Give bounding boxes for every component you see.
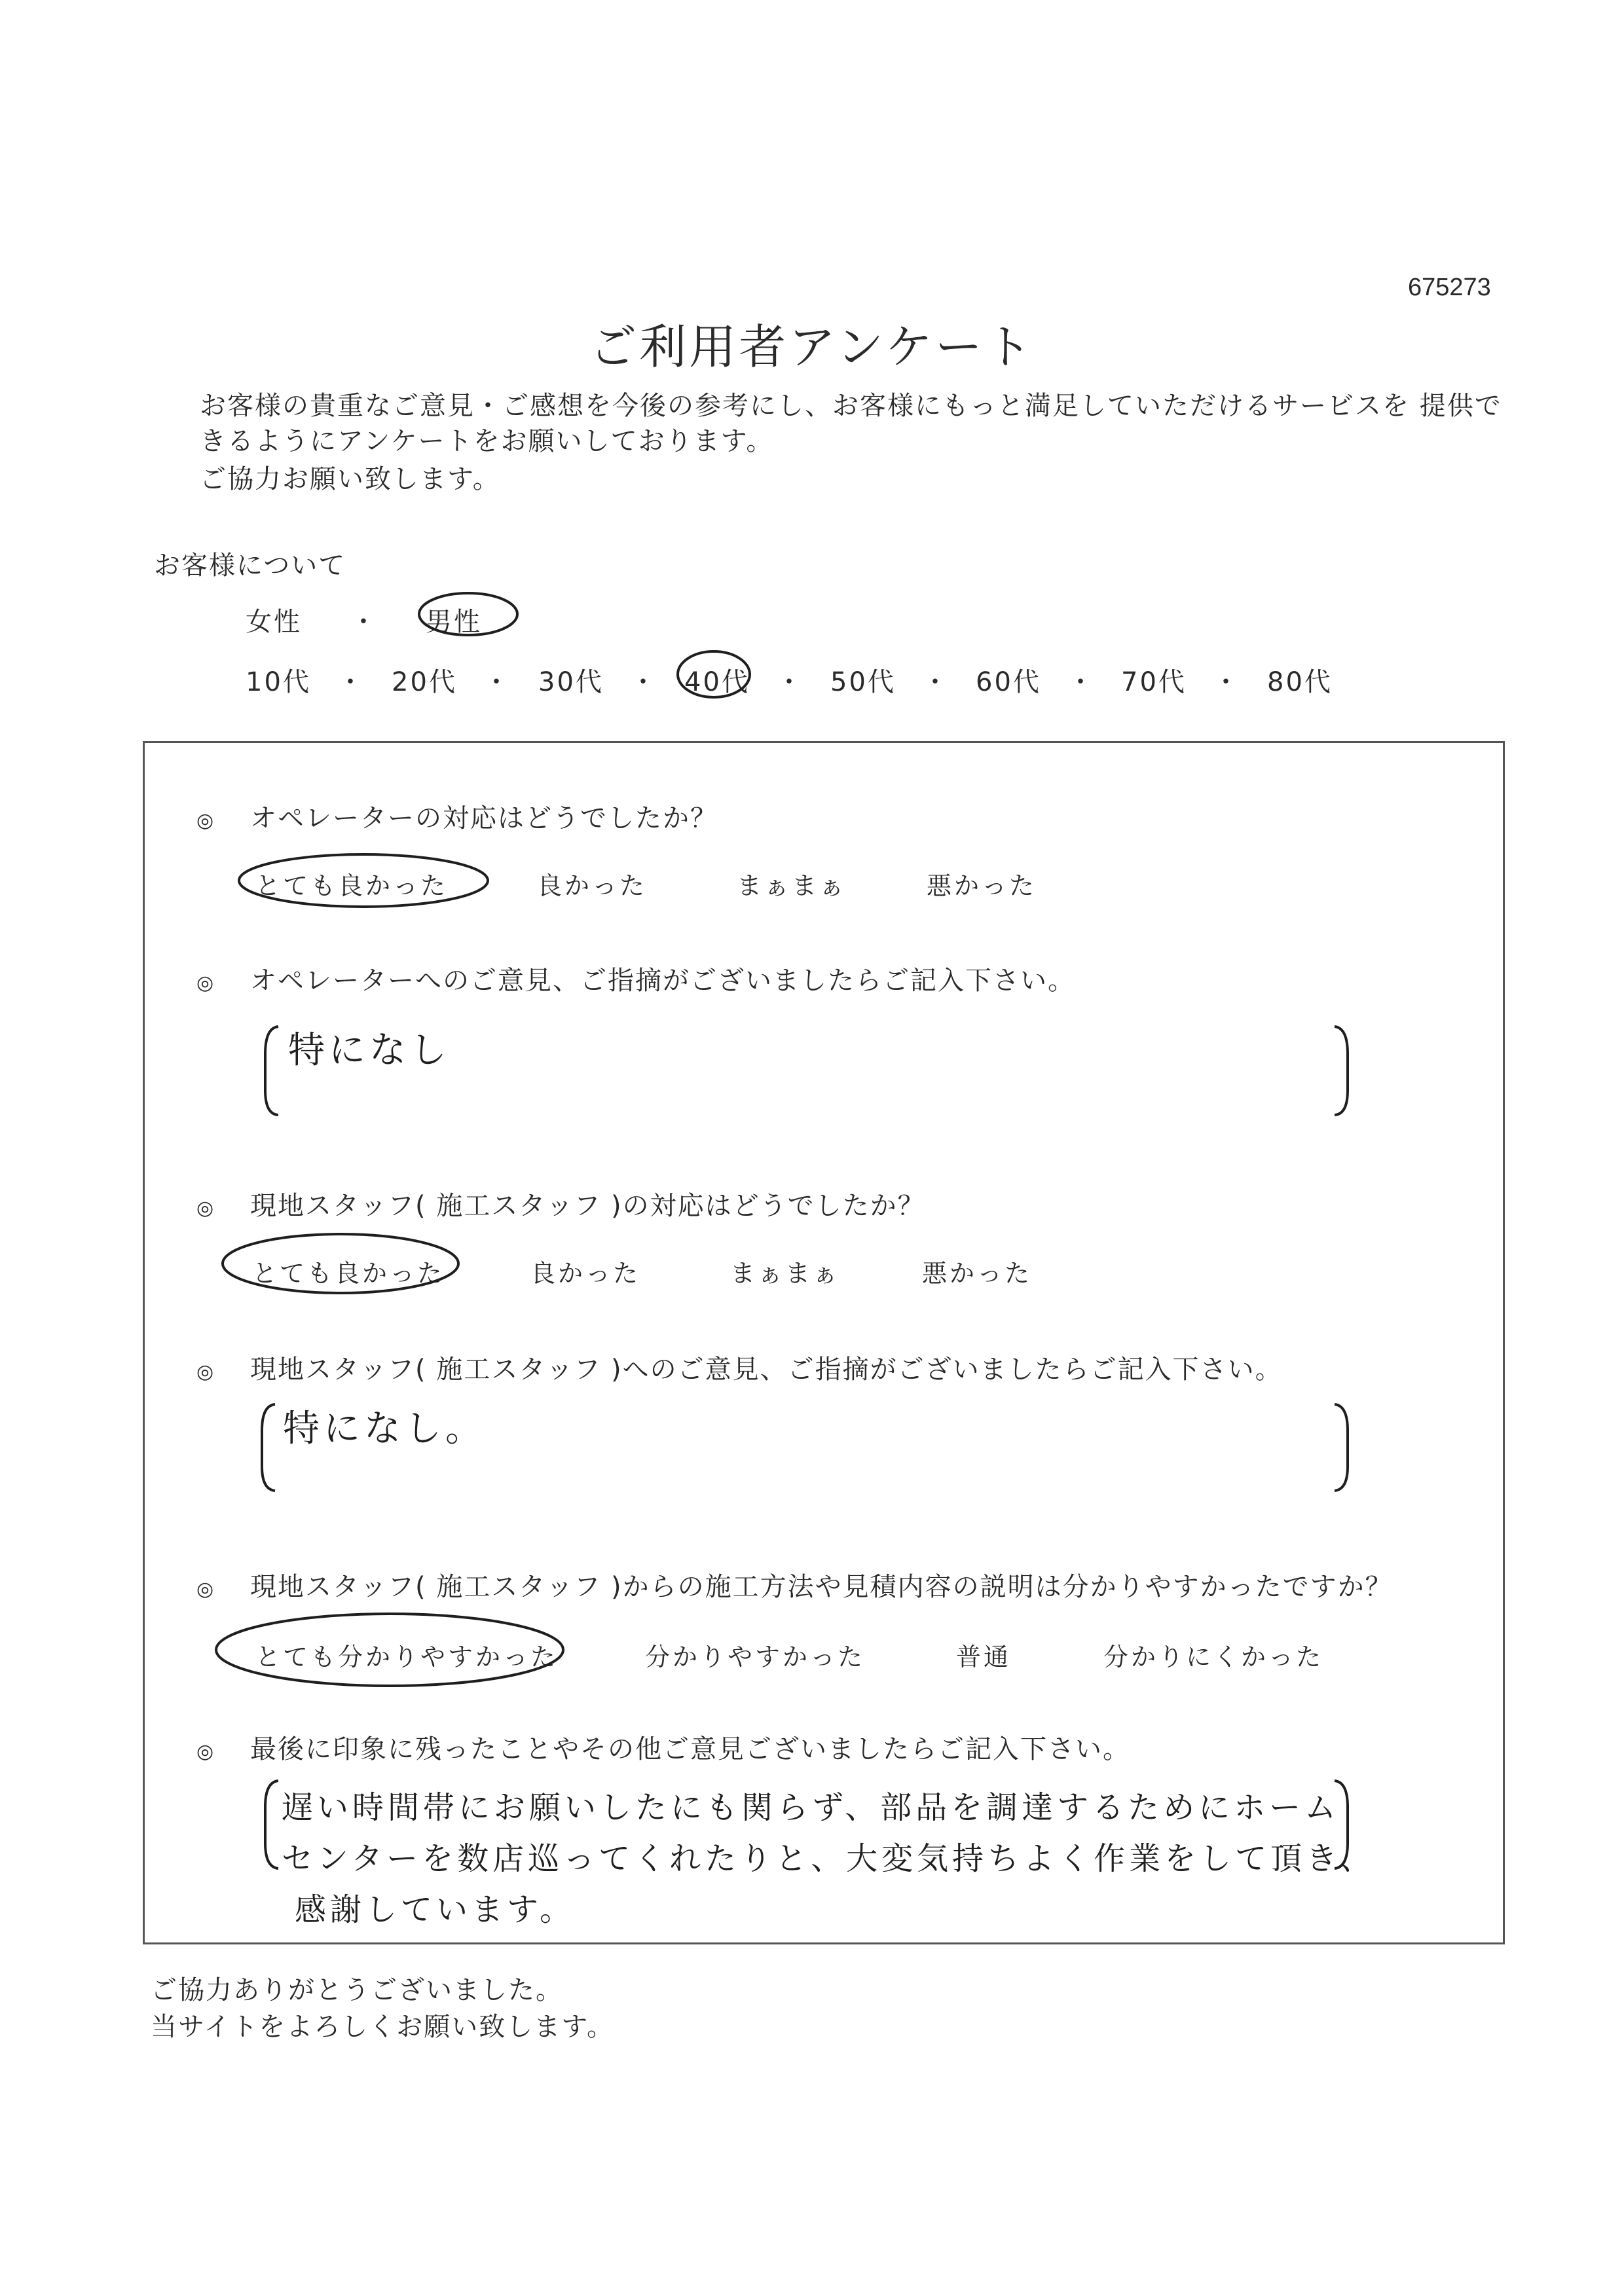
page-title: ご利用者アンケート [589,319,1035,374]
separator: ・ [776,667,802,697]
q6-answer-line-1[interactable]: 遅い時間帯にお願いしたにも関らず、部品を調達するためにホーム [282,1789,1340,1826]
customer-heading: お客様について [154,551,346,581]
separator: ・ [350,607,377,637]
age-option-50s[interactable]: 50代 [830,667,896,697]
gender-selection-circle [419,593,517,635]
q4-right-bracket [1335,1404,1348,1491]
separator: ・ [1067,667,1094,697]
separator: ・ [922,667,948,697]
q4-left-bracket [262,1404,275,1491]
age-option-60s[interactable]: 60代 [976,667,1041,697]
q2-right-bracket [1335,1027,1348,1115]
age-option-40s[interactable]: 40代 [684,667,750,697]
question-5-text: 現地スタッフ( 施工スタッフ )からの施工方法や見積内容の説明は分かりやすかったですか？ [250,1572,1393,1602]
q2-answer[interactable]: 特になし [288,1029,451,1072]
q3-option-very-good[interactable]: とても良かった [252,1259,445,1288]
bullet-icon: ◎ [196,809,215,832]
q5-option-unclear[interactable]: 分かりにくかった [1103,1643,1324,1671]
bullet-icon: ◎ [196,1197,215,1220]
bullet-icon: ◎ [196,1740,215,1763]
age-option-20s[interactable]: 20代 [392,667,457,697]
gender-option-female[interactable]: 女性 [246,607,302,637]
q3-option-bad[interactable]: 悪かった [922,1259,1033,1288]
q1-option-bad[interactable]: 悪かった [927,871,1037,900]
q5-option-normal[interactable]: 普通 [956,1643,1012,1671]
bullet-icon: ◎ [196,1578,215,1601]
q4-answer[interactable]: 特になし。 [283,1408,486,1450]
intro-line-3: ご協力お願い致します。 [200,464,500,494]
separator: ・ [483,667,509,697]
intro-line-1: お客様の貴重なご意見・ご感想を今後の参考にし、お客様にもっと満足していただけるサービスを 提供で [200,391,1502,421]
document-id: 675273 [1408,274,1491,301]
bullet-icon: ◎ [196,1360,215,1383]
question-2-text: オペレーターへのご意見、ご指摘がございましたらご記入下さい。 [250,966,1075,996]
age-option-30s[interactable]: 30代 [538,667,604,697]
age-option-70s[interactable]: 70代 [1121,667,1187,697]
separator: ・ [337,667,363,697]
q6-answer-line-3[interactable]: 感謝しています。 [295,1891,576,1928]
q6-answer-line-2[interactable]: センターを数店巡ってくれたりと、大変気持ちよく作業をして頂き、 [282,1840,1376,1877]
closing-line-1: ご協力ありがとうございました。 [151,1975,563,2005]
age-option-80s[interactable]: 80代 [1267,667,1333,697]
q1-option-ok[interactable]: まぁまぁ [737,871,847,900]
separator: ・ [630,667,656,697]
q3-selection-circle [223,1234,458,1293]
separator: ・ [1213,667,1239,697]
age-option-10s[interactable]: 10代 [246,667,311,697]
gender-option-male[interactable]: 男性 [426,607,482,637]
question-3-text: 現地スタッフ( 施工スタッフ )の対応はどうでしたか？ [250,1191,925,1221]
question-1-text: オペレーターの対応はどうでしたか？ [250,803,718,833]
closing-line-2: 当サイトをよろしくお願い致します。 [151,2012,614,2042]
q1-selection-circle [239,854,488,907]
q3-option-ok[interactable]: まぁまぁ [730,1259,841,1288]
q6-right-bracket [1335,1781,1348,1868]
bullet-icon: ◎ [196,972,215,994]
q3-option-good[interactable]: 良かった [530,1259,641,1288]
question-4-text: 現地スタッフ( 施工スタッフ )へのご意見、ご指摘がございましたらご記入下さい。 [250,1355,1283,1385]
q1-option-very-good[interactable]: とても良かった [255,871,449,900]
q5-option-very-clear[interactable]: とても分かりやすかった [255,1643,559,1671]
intro-line-2: きるようにアンケートをお願いしております。 [200,426,774,456]
age-selection-circle [678,651,750,697]
question-6-text: 最後に印象に残ったことやその他ご意見ございましたらご記入下さい。 [250,1734,1130,1764]
q5-option-clear[interactable]: 分かりやすかった [645,1643,866,1671]
q2-left-bracket [265,1027,278,1115]
q1-option-good[interactable]: 良かった [537,871,648,900]
q5-selection-circle [216,1614,563,1686]
q6-left-bracket [265,1781,278,1868]
